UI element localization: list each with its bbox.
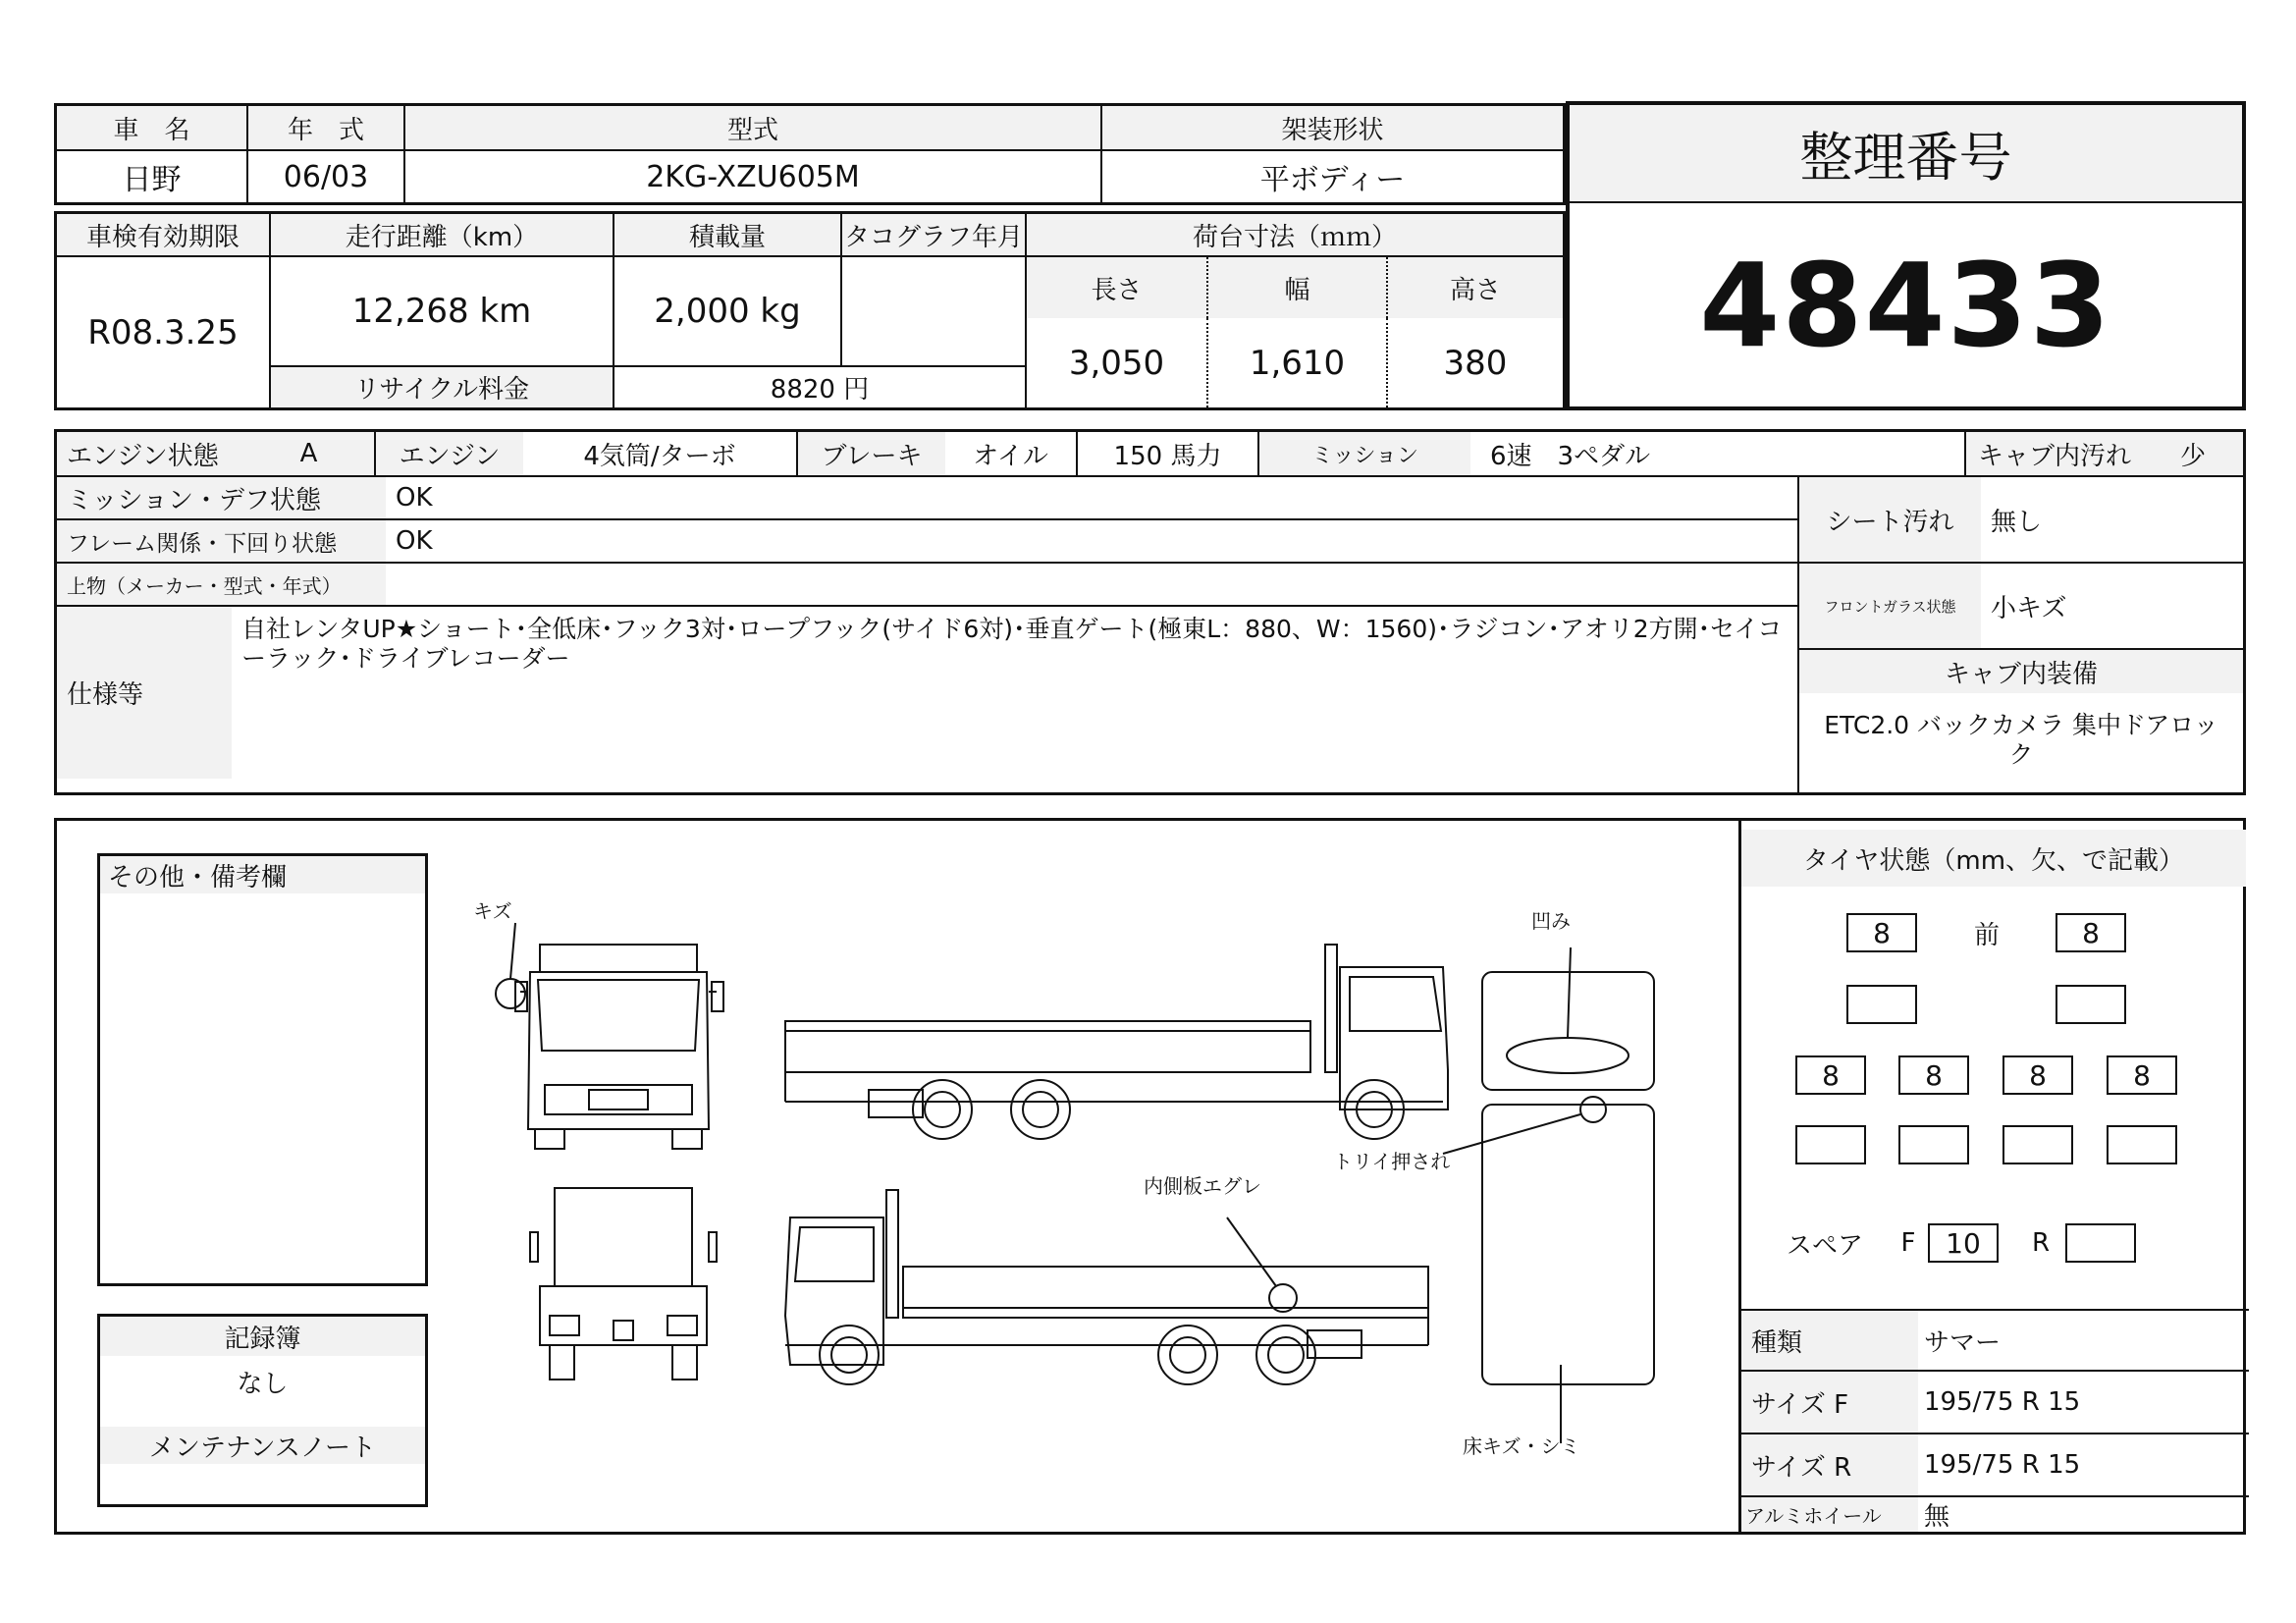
note-scratch: キズ: [473, 899, 512, 923]
options-value: [232, 607, 1799, 792]
options-label: 仕様等: [57, 607, 232, 779]
cab-dirt-label: キャブ内汚れ: [1966, 432, 2143, 477]
windshield-label: フロントガラス状態: [1799, 564, 1981, 650]
records-label: 記録簿: [100, 1317, 425, 1356]
tire-rear-4: 8: [2107, 1055, 2177, 1095]
truck-rear-view: [530, 1188, 717, 1380]
tire-front-right: 8: [2056, 913, 2126, 952]
tire-rear-3-inner: [2002, 1125, 2073, 1164]
options-line-1: 自社レンタUP★ショート･全低床･フック3対･ロープフック(サイド6対)･垂直ゲート(極東L：880、W：1560)･ラジコン･アオリ2方開･セイコ: [241, 615, 1783, 643]
tire-front-left: 8: [1846, 913, 1917, 952]
size-f-label: サイズ F: [1741, 1372, 1918, 1434]
truck-side-view-right: [785, 945, 1448, 1139]
ref-number: 48433: [1699, 237, 2112, 373]
inspection-label: 車検有効期限: [57, 214, 271, 257]
tire-rear-4-inner: [2107, 1125, 2177, 1164]
pushed-marker: [1580, 1097, 1606, 1122]
model-label: 型式: [405, 106, 1102, 151]
model-value: 2KG-XZU605M: [405, 151, 1102, 202]
load-label: 積載量: [614, 214, 842, 257]
bed-width-value: 1,610: [1208, 318, 1388, 407]
ref-number-box: [1566, 101, 2246, 410]
records-box: [97, 1314, 428, 1507]
upper-label: 上物（メーカー・型式・年式）: [57, 564, 386, 607]
bed-height-value: 380: [1443, 343, 1508, 383]
alu-label: アルミホイール: [1741, 1497, 1918, 1532]
upper-value: [386, 564, 1799, 607]
frame-value: OK: [386, 520, 1799, 564]
bed-length-label: 長さ: [1027, 257, 1208, 318]
tire-front-right-2: [2056, 985, 2126, 1024]
top-info-table: [54, 103, 1566, 205]
engine-value: 4気筒/ターボ: [523, 432, 798, 477]
tire-type-value: サマー: [1918, 1309, 2249, 1372]
ref-label: 整理番号: [1570, 105, 2242, 203]
tire-section: [1738, 818, 2246, 1535]
spec-table: [54, 429, 2246, 795]
brake-label: ブレーキ: [798, 432, 945, 477]
cab-equip-value: [1799, 693, 2243, 792]
inspection-value: R08.3.25: [57, 257, 271, 407]
recycle-label: リサイクル料金: [271, 367, 614, 407]
spare-r-value: [2065, 1223, 2136, 1263]
size-r-label: サイズ R: [1741, 1434, 1918, 1497]
car-name: 日野: [57, 151, 248, 202]
brake-value: オイル: [945, 432, 1078, 477]
frame-label: フレーム関係・下回り状態: [57, 520, 386, 564]
vehicle-data-table: [54, 211, 1566, 410]
tire-front-left-2: [1846, 985, 1917, 1024]
year-value: 06/03: [248, 151, 405, 202]
maintenance-note: メンテナンスノート: [100, 1427, 425, 1464]
cab-equip-line-1: ETC2.0 バックカメラ 集中ドアロッ: [1824, 711, 2218, 739]
engine-state-label: エンジン状態: [57, 432, 243, 477]
tire-type-label: 種類: [1741, 1309, 1918, 1372]
remarks-box: [97, 853, 428, 1286]
note-inner: 内側板エグレ: [1144, 1174, 1261, 1198]
cab-equip-line-2: ク: [2008, 740, 2034, 769]
tacho-value: [842, 257, 1027, 367]
note-dent: 凹み: [1531, 909, 1571, 933]
bed-size-label: 荷台寸法（ｍｍ）: [1027, 214, 1563, 257]
truck-side-view-left: [785, 1190, 1428, 1384]
bed-height-label: 高さ: [1388, 257, 1563, 318]
body-label: 架装形状: [1102, 106, 1563, 151]
tacho-label: タコグラフ年月: [842, 214, 1027, 257]
mission-label: ミッション: [1259, 432, 1470, 477]
car-name-label: 車 名: [57, 106, 248, 151]
mission-def-label: ミッション・デフ状態: [57, 477, 386, 520]
tire-rear-2: 8: [1898, 1055, 1969, 1095]
remarks-value: [100, 893, 425, 1283]
note-pushed: トリイ押され: [1333, 1150, 1451, 1173]
seat-dirt-label: シート汚れ: [1799, 477, 1981, 564]
tire-rear-1-inner: [1795, 1125, 1866, 1164]
tire-rear-3: 8: [2002, 1055, 2073, 1095]
spare-f-value: 10: [1928, 1223, 1999, 1263]
mission-def-value: OK: [386, 477, 1799, 520]
spare-r-label: R: [2031, 1228, 2051, 1258]
truck-diagram: [461, 884, 1669, 1473]
tire-title: タイヤ状態（mm、欠、で記載）: [1741, 830, 2246, 887]
horsepower-value: 150 馬力: [1078, 432, 1259, 477]
cab-dirt-value: 少: [2143, 432, 2243, 477]
remarks-label: その他・備考欄: [100, 856, 425, 893]
options-line-2: ーラック･ドライブレコーダー: [241, 644, 570, 673]
windshield-value: 小キズ: [1981, 564, 2243, 650]
alu-value: 無: [1924, 1502, 1950, 1532]
bed-width-label: 幅: [1208, 257, 1388, 318]
cab-equip-label: キャブ内装備: [1799, 650, 2243, 693]
mission-value: 6速 3ペダル: [1470, 432, 1966, 477]
size-f-value: 195/75 R 15: [1918, 1372, 2249, 1434]
truck-front-view: [515, 945, 723, 1149]
engine-state-value: A: [243, 432, 376, 477]
scratch-marker: [496, 979, 525, 1008]
spare-f-label: F: [1900, 1228, 1916, 1258]
tire-front-label: 前: [1973, 920, 2000, 950]
dent-marker: [1507, 1038, 1629, 1073]
note-floor: 床キズ・シミ: [1463, 1434, 1580, 1458]
load-value: 2,000 kg: [614, 257, 842, 367]
records-value: なし: [237, 1369, 289, 1399]
bed-length-value: 3,050: [1027, 318, 1208, 407]
mileage-value: 12,268 km: [271, 257, 614, 367]
engine-label: エンジン: [376, 432, 523, 477]
recycle-value: 8820 円: [614, 367, 1027, 407]
body-value: 平ボディー: [1259, 163, 1406, 197]
spare-label: スペア: [1786, 1230, 1863, 1261]
seat-dirt-value: 無し: [1981, 477, 2243, 564]
year-label: 年 式: [248, 106, 405, 151]
tire-rear-2-inner: [1898, 1125, 1969, 1164]
mileage-label: 走行距離（km）: [271, 214, 614, 257]
size-r-value: 195/75 R 15: [1918, 1434, 2249, 1497]
tire-rear-1: 8: [1795, 1055, 1866, 1095]
